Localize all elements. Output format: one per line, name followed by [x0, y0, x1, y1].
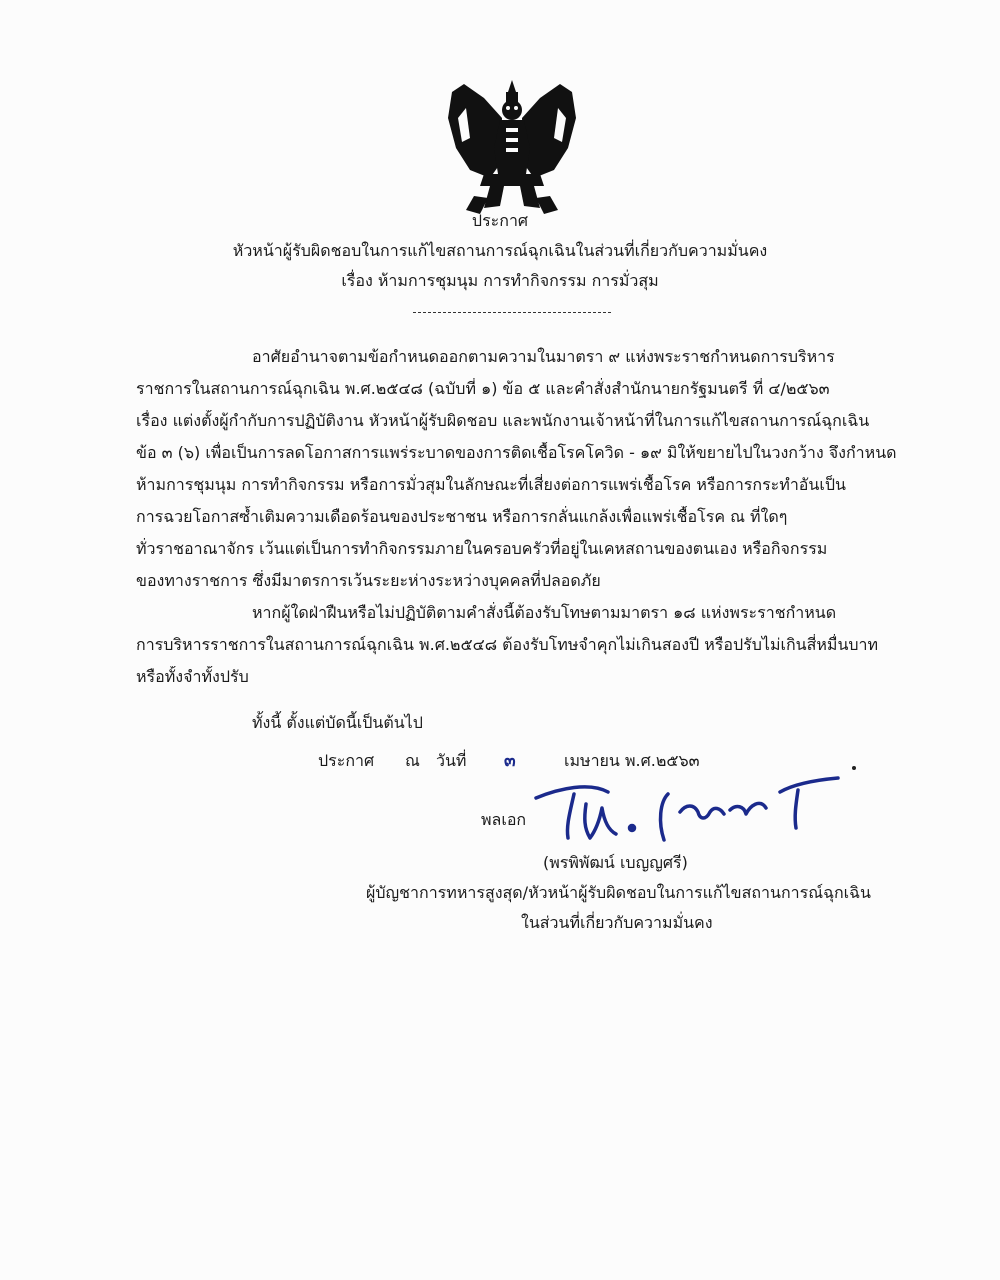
effective-statement: ทั้งนี้ ตั้งแต่บัดนี้เป็นต้นไป — [252, 713, 423, 732]
paragraph-line: หากผู้ใดฝ่าฝืนหรือไม่ปฏิบัติตามคำสั่งนี้ต้องรับโทษตามมาตรา ๑๘ แห่งพระราชกำหนด — [252, 603, 837, 622]
document-type: ประกาศ — [471, 211, 529, 230]
paragraph-line: อาศัยอำนาจตามข้อกำหนดออกตามความในมาตรา ๙ แห่งพระราชกำหนดการบริหาร — [252, 347, 835, 366]
paragraph-line: การฉวยโอกาสซ้ำเติมความเดือดร้อนของประชาชน หรือการกลั่นแกล้งเพื่อแพร่เชื้อโรค ณ ที่ใดๆ — [136, 507, 788, 526]
paragraph-line: หรือทั้งจำทั้งปรับ — [136, 667, 249, 686]
date-day-label: วันที่ — [436, 751, 467, 770]
date-day-handwritten: ๓ — [504, 751, 516, 771]
paragraph-line: การบริหารราชการในสถานการณ์ฉุกเฉิน พ.ศ.๒๕๔๘ ต้องรับโทษจำคุกไม่เกินสองปี หรือปรับไม่เกินสี่หมื่นบาท — [136, 635, 879, 654]
signatory-position-cont: ในส่วนที่เกี่ยวกับความมั่นคง — [521, 913, 713, 932]
paragraph-line: ข้อ ๓ (๖) เพื่อเป็นการลดโอกาสการแพร่ระบาดของการติดเชื้อโรคโควิด - ๑๙ มิให้ขยายไปในวงกว้าง จึงกำหนด — [136, 443, 897, 462]
subject-line: เรื่อง ห้ามการชุมนุม การทำกิจกรรม การมั่วสุม — [341, 271, 659, 290]
garuda-emblem-icon — [444, 78, 580, 216]
signatory-position: ผู้บัญชาการทหารสูงสุด/หัวหน้าผู้รับผิดชอบในการแก้ไขสถานการณ์ฉุกเฉิน — [366, 883, 871, 902]
paragraph-line: ราชการในสถานการณ์ฉุกเฉิน พ.ศ.๒๕๔๘ (ฉบับที่ ๑) ข้อ ๕ และคำสั่งสำนักนายกรัฐมนตรี ที่ ๔/๒๕๖๓ — [136, 379, 830, 398]
date-at: ณ — [405, 751, 420, 770]
paragraph-line: ของทางราชการ ซึ่งมีมาตรการเว้นระยะห่างระหว่างบุคคลที่ปลอดภัย — [136, 571, 601, 590]
signatory-rank: พลเอก — [481, 810, 527, 829]
paragraph-line: เรื่อง แต่งตั้งผู้กำกับการปฏิบัติงาน หัวหน้าผู้รับผิดชอบ และพนักงานเจ้าหน้าที่ในการแก้ไขสถานการณ์ฉุกเฉิน — [136, 411, 870, 430]
date-month-year: เมษายน พ.ศ.๒๕๖๓ — [564, 751, 700, 770]
paragraph-line: ทั่วราชอาณาจักร เว้นแต่เป็นการทำกิจกรรมภายในครอบครัวที่อยู่ในเคหสถานของตนเอง หรือกิจกรรม — [136, 539, 828, 558]
issuer-title: หัวหน้าผู้รับผิดชอบในการแก้ไขสถานการณ์ฉุกเฉินในส่วนที่เกี่ยวกับความมั่นคง — [232, 241, 768, 260]
signature-icon — [530, 768, 860, 848]
signatory-name: (พรพิพัฒน์ เบญญศรี) — [543, 853, 688, 872]
separator-line — [413, 312, 611, 313]
paragraph-line: ห้ามการชุมนุม การทำกิจกรรม หรือการมั่วสุมในลักษณะที่เสี่ยงต่อการแพร่เชื้อโรค หรือการกระทำอันเป็น — [136, 475, 846, 494]
date-prefix: ประกาศ — [318, 751, 375, 770]
